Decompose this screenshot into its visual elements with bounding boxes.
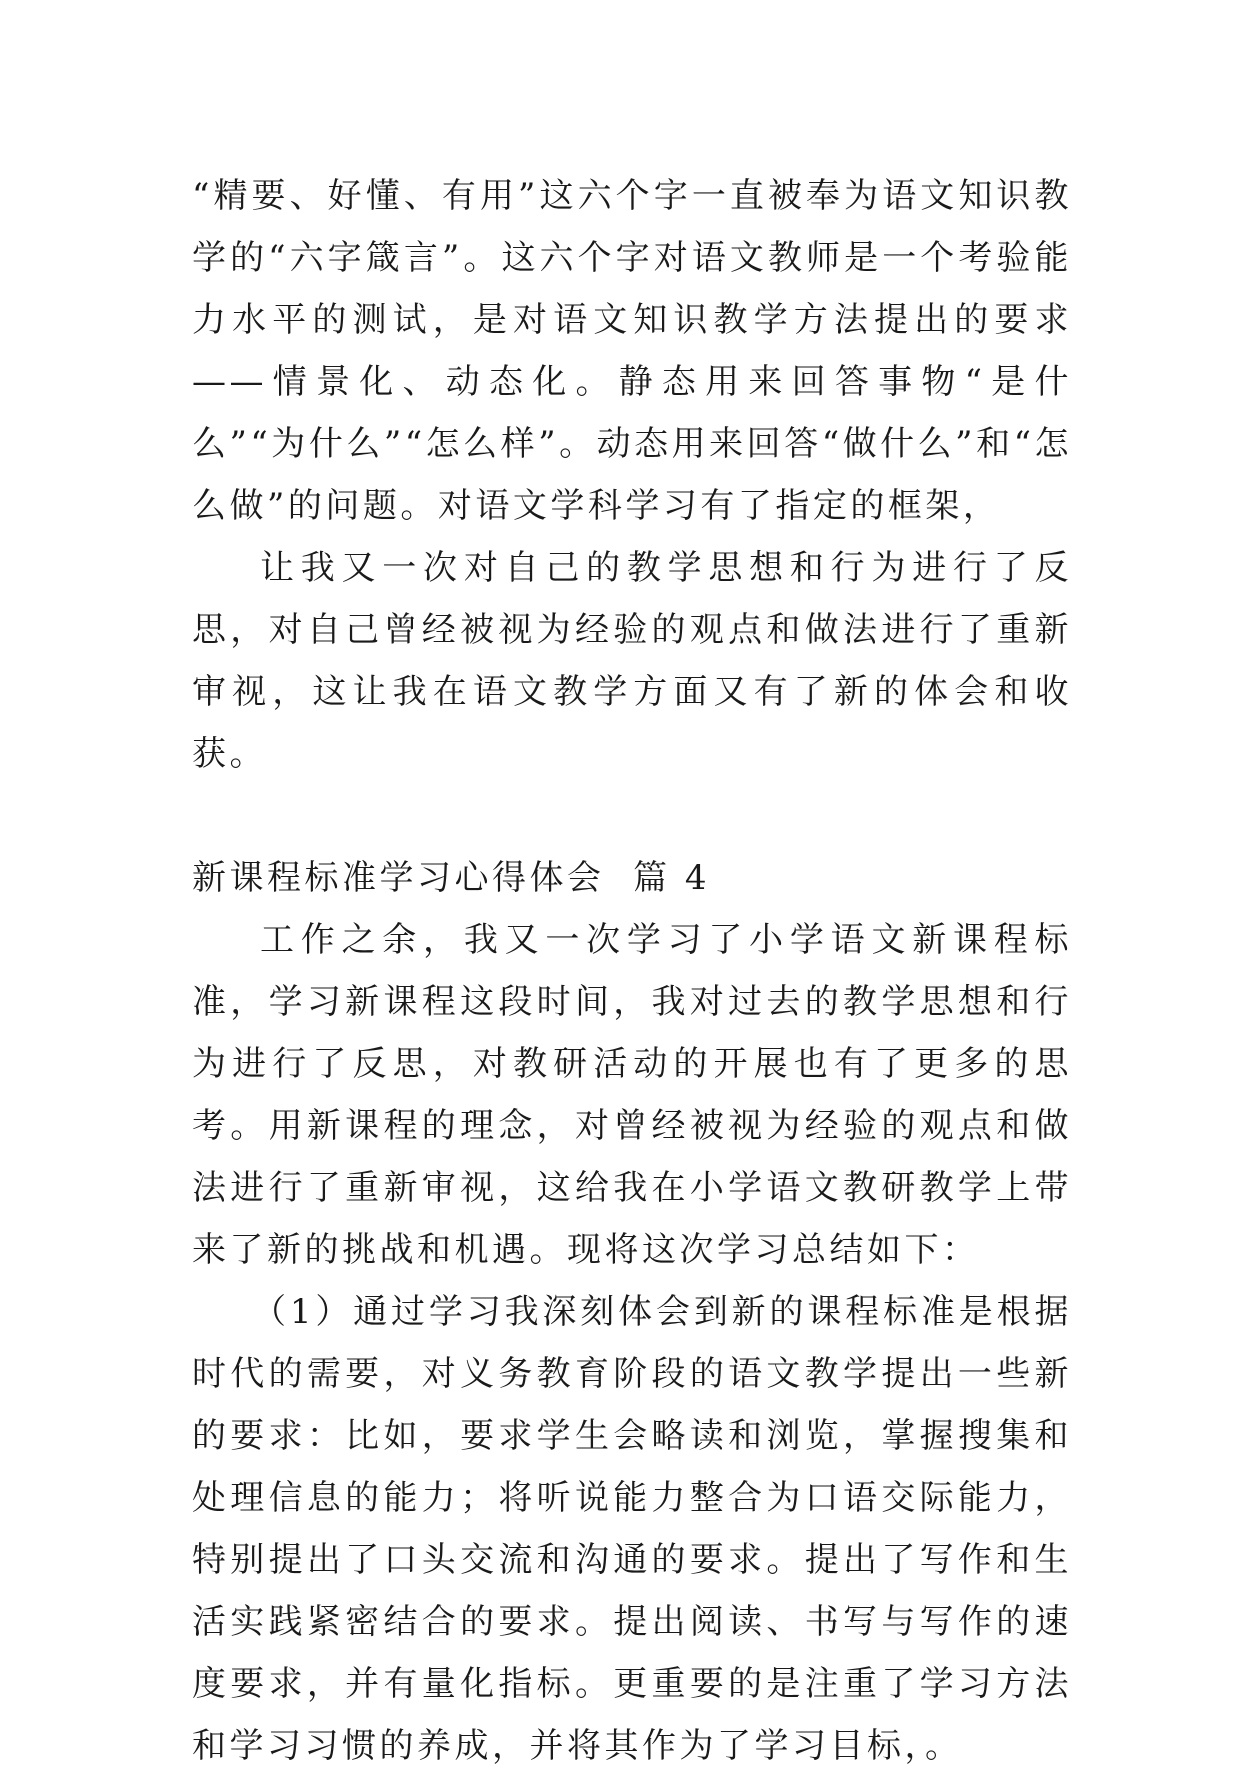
paragraph-3: 工作之余，我又一次学习了小学语文新课程标准，学习新课程这段时间，我对过去的教学思想和行为进行了反思，对教研活动的开展也有了更多的思考。用新课程的理念，对曾经被视为经验的观点和做法进行了重新审视，这给我在小学语文教研教学上带来了新的挑战和机遇。现将这次学习总结如下： (192, 920, 1072, 1270)
section-heading: 新课程标准学习心得体会 篇 4 (192, 858, 711, 898)
paragraph-2: 让我又一次对自己的教学思想和行为进行了反思，对自己曾经被视为经验的观点和做法进行了重新审视，这让我在语文教学方面又有了新的体会和收获。 (192, 548, 1072, 774)
section-spacer (192, 785, 1072, 847)
paragraph-1: “精要、好懂、有用”这六个字一直被奉为语文知识教学的“六字箴言”。这六个字对语文教师是一个考验能力水平的测试，是对语文知识教学方法提出的要求——情景化、动态化。静态用来回答事物“是什么”“为什么”“怎么样”。动态用来回答“做什么”和“怎么做”的问题。对语文学科学习有了指定的框架， (192, 176, 1072, 526)
document-body (192, 165, 1072, 1777)
paragraph-4: （1）通过学习我深刻体会到新的课程标准是根据时代的需要，对义务教育阶段的语文教学提出一些新的要求：比如，要求学生会略读和浏览，掌握搜集和处理信息的能力；将听说能力整合为口语交际能力，特别提出了口头交流和沟通的要求。提出了写作和生活实践紧密结合的要求。提出阅读、书写与写作的速度要求，并有量化指标。更重要的是注重了学习方法和学习习惯的养成，并将其作为了学习目标，。 (192, 1292, 1072, 1766)
